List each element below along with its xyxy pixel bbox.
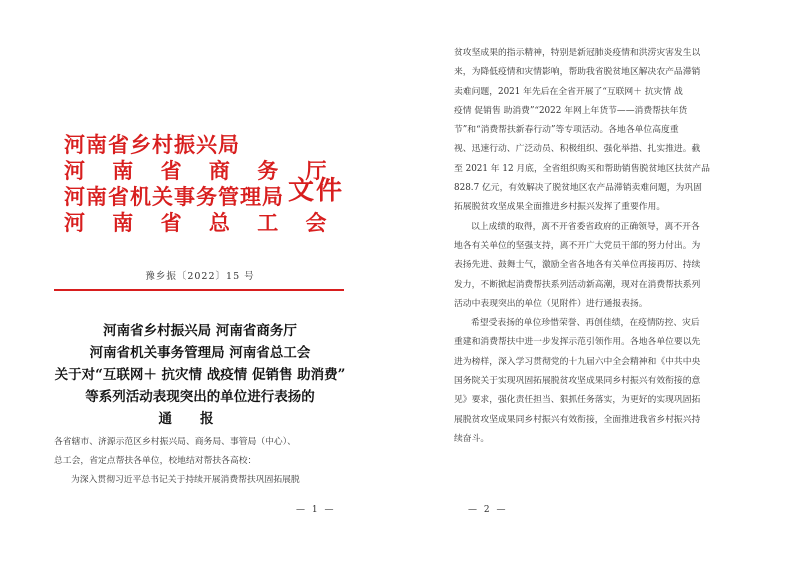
- body-line: 卖难问题，2021 年先后在全省开展了“互联网＋ 抗灾情 战: [454, 86, 683, 97]
- document-suffix: 文件: [288, 176, 345, 206]
- body-line: 拓展脱贫攻坚成果全面推进乡村振兴发挥了重要作用。: [454, 202, 666, 213]
- body-line: 来，为降低疫情和灾情影响，帮助我省脱贫地区解决农产品滞销: [454, 67, 701, 78]
- body-line: 为深入贯彻习近平总书记关于持续开展消费帮扶巩固拓展脱: [71, 475, 300, 485]
- body-line: 地各有关单位的坚强支持，离不开广大党员干部的努力付出。为: [454, 240, 701, 251]
- page-number: — 2 —: [468, 505, 508, 515]
- body-line: 活动中表现突出的单位（见附件）进行通报表扬。: [454, 298, 648, 309]
- title-line: 通报: [158, 411, 242, 427]
- body-line: 至 2021 年 12 月底，全省组织购买和帮助销售脱贫地区扶贫产品: [454, 163, 710, 174]
- issuer-rural-revitalization: 河南省乡村振兴局: [64, 132, 240, 157]
- notice-title: [40, 320, 360, 430]
- body-line: 展脱贫攻坚成果同乡村振兴有效衔接，全面推进我省乡村振兴持: [454, 414, 701, 425]
- body-line: 各省辖市、济源示范区乡村振兴局、商务局、事管局（中心）、: [54, 437, 296, 447]
- body-line: 续奋斗。: [454, 433, 490, 444]
- body-line: 重建和消费帮扶中进一步发挥示范引领作用。各地各单位要以先: [454, 337, 701, 348]
- body-line: 国务院关于实现巩固拓展脱贫攻坚成果同乡村振兴有效衔接的意: [454, 376, 701, 387]
- title-line: 关于对“互联网＋ 抗灾情 战疫情 促销售 助消费”: [54, 367, 346, 383]
- body-line: 以上成绩的取得，离不开省委省政府的正确领导，离不开各: [471, 221, 700, 232]
- title-line: 河南省机关事务管理局 河南省总工会: [89, 345, 311, 361]
- document-number: 豫乡振〔2022〕15 号: [145, 271, 255, 282]
- issuer-affairs-administration: 河南省机关事务管理局: [64, 184, 284, 209]
- body-line: 希望受表扬的单位珍惜荣誉、再创佳绩，在疫情防控、灾后: [471, 318, 700, 329]
- body-text: [454, 44, 750, 449]
- page-number: — 1 —: [296, 505, 336, 515]
- body-line: 贫攻坚成果的指示精神，特别是新冠肺炎疫情和洪涝灾害发生以: [454, 48, 701, 58]
- issuer-commerce: 河 南 省 商 务 厅: [64, 158, 337, 183]
- body-line: 发力，不断掀起消费帮扶系列活动新高潮，现对在消费帮扶系列: [454, 279, 701, 290]
- body-line: 828.7 亿元，有效解决了脱贫地区农产品滞销卖难问题，为巩固: [454, 183, 702, 194]
- body-line: 节”和“消费帮扶新春行动”等专项活动。各地各单位高度重: [454, 125, 679, 136]
- title-line: 河南省乡村振兴局 河南省商务厅: [103, 323, 297, 339]
- body-line: 表扬先进、鼓舞士气，激励全省各地各有关单位再接再厉、持续: [454, 260, 701, 271]
- body-text: [54, 433, 346, 490]
- title-line: 等系列活动表现突出的单位进行表扬的: [85, 389, 315, 405]
- body-line: 见》要求，强化责任担当、狠抓任务落实，为更好的实现巩固拓: [454, 395, 701, 406]
- body-line: 进为榜样，深入学习贯彻党的十九届六中全会精神和《中共中央: [454, 356, 701, 367]
- body-line: 总工会，省定点帮扶各单位，校地结对帮扶各高校：: [54, 456, 257, 466]
- right-page: [400, 0, 800, 565]
- red-divider: [54, 289, 344, 291]
- issuer-trade-union: 河 南 省 总 工 会: [64, 210, 337, 235]
- body-line: 疫情 促销售 助消费”“2022 年网上年货节——消费帮扶年货: [454, 105, 688, 116]
- body-line: 视、迅速行动、广泛动员、积极组织、强化举措、扎实推进。截: [454, 144, 701, 155]
